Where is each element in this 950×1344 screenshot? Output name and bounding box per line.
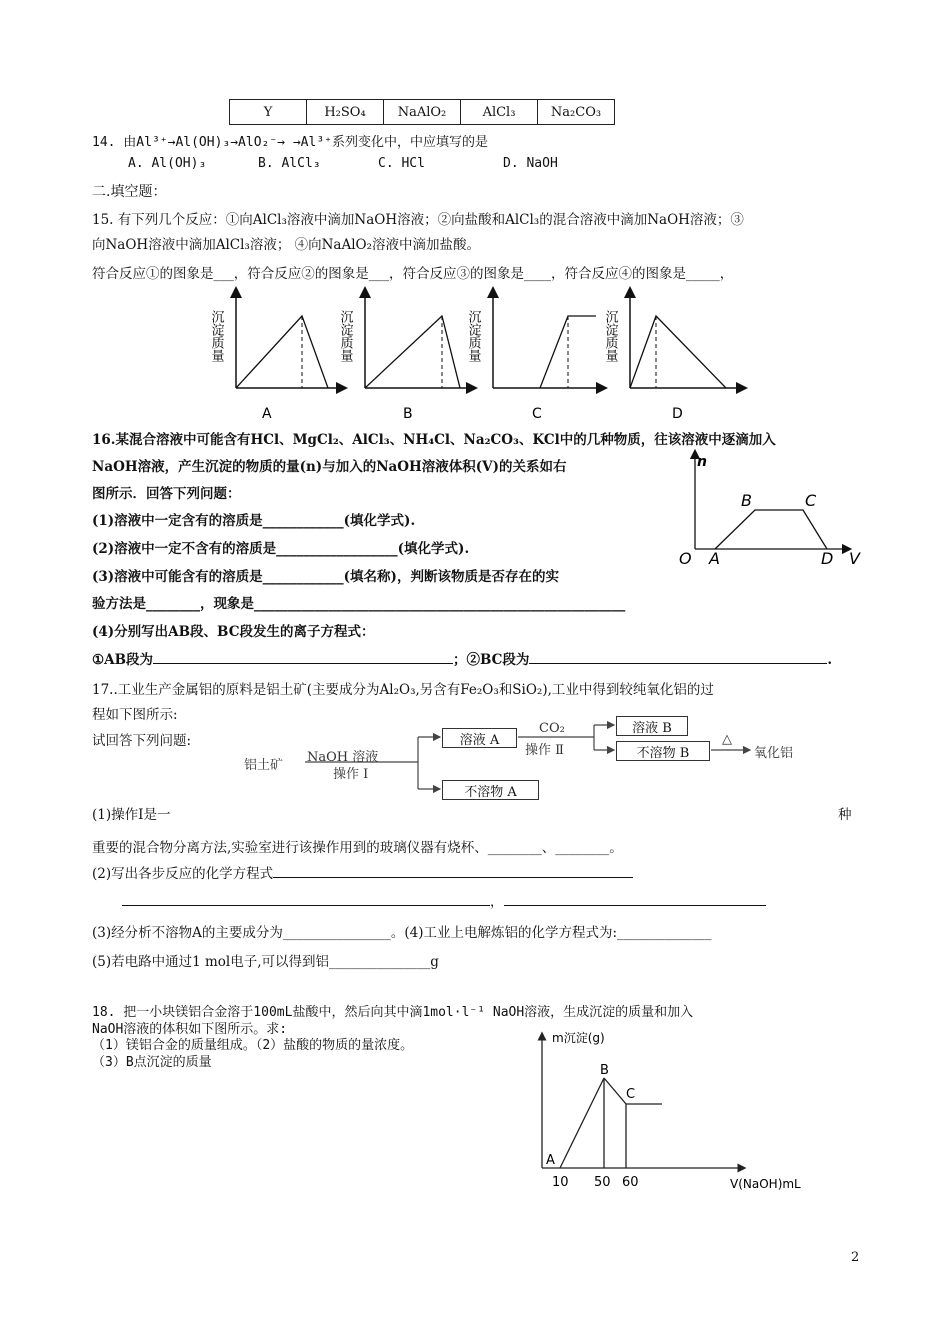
q16-line2: NaOH溶液，产生沉淀的物质的量(n)与加入的NaOH溶液体积(V)的关系如右 — [92, 459, 567, 475]
point-c-label: C — [805, 491, 817, 510]
q17-line3: 试回答下列问题: — [92, 733, 192, 749]
table-cell: Y — [230, 100, 307, 125]
axis-label: 沉淀质量 — [465, 310, 481, 362]
graph-label: A — [262, 406, 272, 422]
q18-graph — [530, 1030, 830, 1200]
answer-blank — [504, 891, 766, 906]
table-cell: Na₂CO₃ — [538, 100, 615, 125]
flow-op1: 操作 Ⅰ — [333, 767, 369, 782]
q15-line1: 15. 有下列几个反应：①向AlCl₃溶液中滴加NaOH溶液；②向盐酸和AlCl₃的混合溶液中滴加NaOH溶液；③ — [92, 212, 744, 228]
point-a-label: A — [546, 1153, 555, 1168]
q17-p2-text: (2)写出各步反应的化学方程式 — [92, 866, 274, 882]
q17-p3: (3)经分析不溶物A的主要成分为________________。(4)工业上电解炼铝的化学方程式为:______________ — [92, 925, 712, 941]
graph-label: B — [403, 406, 413, 422]
flow-solution-b: 溶液 B — [616, 716, 688, 736]
graph-label: D — [672, 406, 683, 422]
q14-option-a: A. Al(OH)₃ — [128, 156, 207, 171]
q17-p1c: 重要的混合物分离方法,实验室进行该操作用到的玻璃仪器有烧杯、________、________。 — [92, 840, 623, 856]
q18-line4: （3）B点沉淀的质量 — [92, 1055, 212, 1070]
q18-line2: NaOH溶液的体积如下图所示。求: — [92, 1022, 288, 1037]
q14-option-b: B. AlCl₃ — [258, 156, 321, 171]
point-c-label: C — [626, 1087, 636, 1102]
flow-start: 铝土矿 — [244, 758, 284, 773]
graph-label: C — [532, 406, 542, 422]
flow-reagent1: NaOH 溶液 — [307, 750, 379, 765]
flow-insoluble-a: 不溶物 A — [442, 780, 539, 800]
point-b-label: B — [741, 491, 752, 510]
q16-line3: 图所示．回答下列问题： — [92, 486, 241, 502]
page-number: 2 — [851, 1250, 860, 1265]
axis-label: 沉淀质量 — [337, 310, 353, 362]
q16-p4b: ①AB段为 ；②BC段为 . — [92, 648, 832, 668]
q16-p2: (2)溶液中一定不含有的溶质是__________________(填化学式). — [92, 541, 470, 557]
flow-solution-a: 溶液 A — [442, 728, 517, 748]
q16-p4: (4)分别写出AB段、BC段发生的离子方程式： — [92, 624, 375, 640]
axis-x-label: V — [849, 549, 860, 568]
point-b-label: B — [600, 1063, 609, 1078]
q16-p3: (3)溶液中可能含有的溶质是____________(填名称)，判断该物质是否存在的实 — [92, 569, 559, 585]
table-cell: NaAlO₂ — [384, 100, 461, 125]
point-d-label: D — [821, 549, 834, 568]
q16-p1: (1)溶液中一定含有的溶质是____________(填化学式). — [92, 513, 416, 529]
bc-label: ；②BC段为 — [453, 652, 530, 668]
q15-line3: 符合反应①的图象是___，符合反应②的图象是___，符合反应③的图象是____，符合反应④的图象是_____， — [92, 266, 734, 282]
q17-p2-blanks: ， — [92, 890, 766, 910]
q17-line2: 程如下图所示: — [92, 707, 178, 723]
tick-label: 10 — [552, 1175, 569, 1190]
tick-label: 60 — [622, 1175, 639, 1190]
axis-label: 沉淀质量 — [208, 310, 224, 362]
origin-label: O — [679, 549, 692, 568]
axis-y-label: m沉淀(g) — [552, 1031, 605, 1045]
q17-p1b: 种 — [838, 807, 852, 823]
q17-p2 — [92, 862, 633, 882]
flow-op2: 操作 Ⅱ — [525, 743, 564, 758]
flow-heat: △ — [722, 732, 732, 747]
answer-blank — [273, 863, 633, 878]
q14-option-c: C. HCl — [378, 156, 425, 171]
q15-line2: 向NaOH溶液中滴加AlCl₃溶液； ④向NaAlO₂溶液中滴加盐酸。 — [92, 237, 481, 253]
axis-x-label: V(NaOH)mL — [730, 1177, 801, 1191]
q16-line1: 16.某混合溶液中可能含有HCl、MgCl₂、AlCl₃、NH₄Cl、Na₂CO₃、KCl中的几种物质，往该溶液中逐滴加入 — [92, 432, 776, 448]
q14-option-d: D. NaOH — [503, 156, 558, 171]
q17-line1: 17..工业生产金属铝的原料是铝土矿(主要成分为Al₂O₃,另含有Fe₂O₃和SiO₂),工业中得到较纯氧化铝的过 — [92, 682, 714, 698]
tick-label: 50 — [594, 1175, 611, 1190]
point-a-label: A — [709, 549, 720, 568]
flow-insoluble-b: 不溶物 B — [616, 741, 710, 761]
q18-line3: （1）镁铝合金的质量组成。（2）盐酸的物质的量浓度。 — [92, 1038, 414, 1053]
flow-reagent2: CO₂ — [539, 721, 565, 736]
q14-stem: 14. 由Al³⁺→Al(OH)₃→AlO₂⁻→ →Al³⁺系列变化中，中应填写的是 — [92, 135, 488, 150]
q16-p3b: 验方法是________，现象是_______________________________________________________ — [92, 596, 626, 612]
answer-blank — [122, 891, 490, 906]
table-cell: AlCl₃ — [461, 100, 538, 125]
ab-label: ①AB段为 — [92, 652, 153, 668]
axis-y-label: n — [697, 454, 707, 470]
q18-line1: 18. 把一小块镁铝合金溶于100mL盐酸中，然后向其中滴1mol·l⁻¹ NaOH溶液，生成沉淀的质量和加入 — [92, 1005, 694, 1020]
section-heading: 二.填空题： — [92, 184, 167, 200]
table-cell: H₂SO₄ — [307, 100, 384, 125]
axis-label: 沉淀质量 — [602, 310, 618, 362]
q17-p5: (5)若电路中通过1 mol电子,可以得到铝_______________g — [92, 954, 439, 970]
q17-p1a: (1)操作Ⅰ是一 — [92, 807, 171, 823]
flow-product: 氧化铝 — [754, 746, 794, 761]
